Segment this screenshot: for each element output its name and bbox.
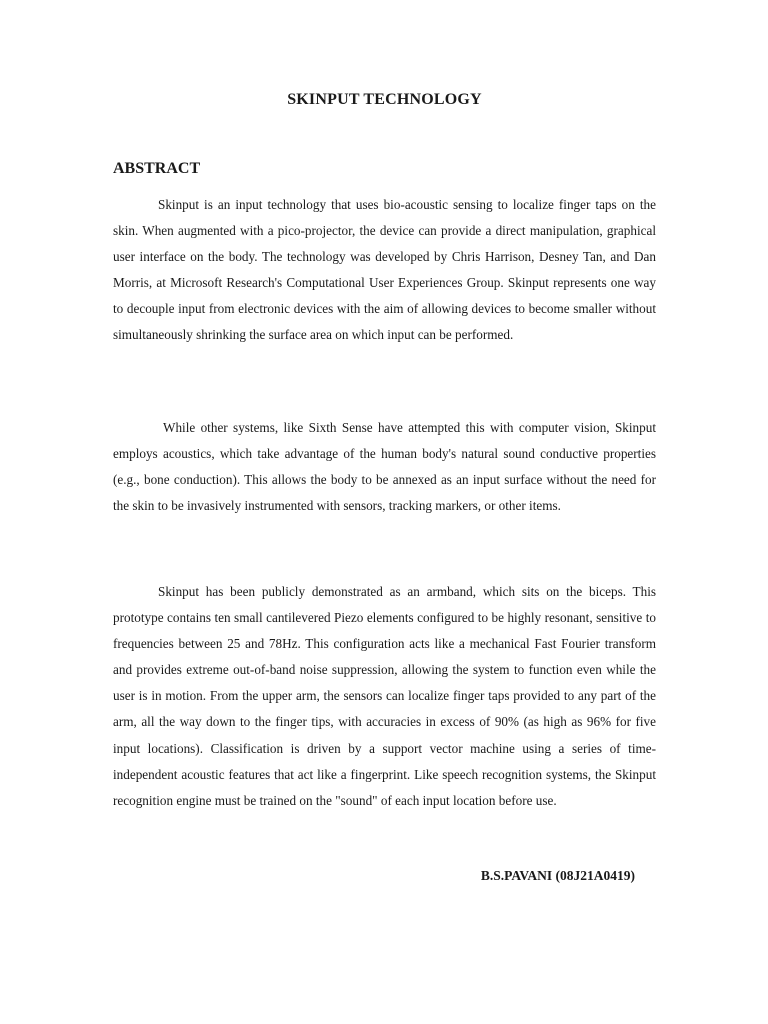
document-page [113, 0, 656, 1024]
document-title: SKINPUT TECHNOLOGY [287, 91, 482, 108]
abstract-heading: ABSTRACT [113, 160, 201, 177]
paragraph-acoustics: While other systems, like Sixth Sense have attempted this with computer vision, Skinput employs acoustics, which take advantage of the human body's natural sound conductive properties (e.g., bone conduction). This allows the body to be annexed as an input surface without the need for the skin to be invasively instrumented with sensors, tracking markers, or other items. [113, 420, 656, 514]
author-signature: B.S.PAVANI (08J21A0419) [480, 868, 635, 883]
paragraph-armband: Skinput has been publicly demonstrated as an armband, which sits on the biceps. This prototype contains ten small cantilevered Piezo elements configured to be highly resonant, sensitive to frequencies between 25 and 78Hz. This configuration acts like a mechanical Fast Fourier transform and provides extreme out-of-band noise suppression, allowing the system to function even while the user is in motion. From the upper arm, the sensors can localize finger taps provided to any part of the arm, all the way down to the finger tips, with accuracies in excess of 90% (as high as 96% for five input locations). Classification is driven by a support vector machine using a series of time-independent acoustic features that act like a fingerprint. Like speech recognition systems, the Skinput recognition engine must be trained on the "sound" of each input location before use. [113, 584, 656, 808]
paragraph-intro: Skinput is an input technology that uses bio-acoustic sensing to localize finger taps on the skin. When augmented with a pico-projector, the device can provide a direct manipulation, graphical user interface on the body. The technology was developed by Chris Harrison, Desney Tan, and Dan Morris, at Microsoft Research's Computational User Experiences Group. Skinput represents one way to decouple input from electronic devices with the aim of allowing devices to become smaller without simultaneously shrinking the surface area on which input can be performed. [113, 197, 656, 343]
